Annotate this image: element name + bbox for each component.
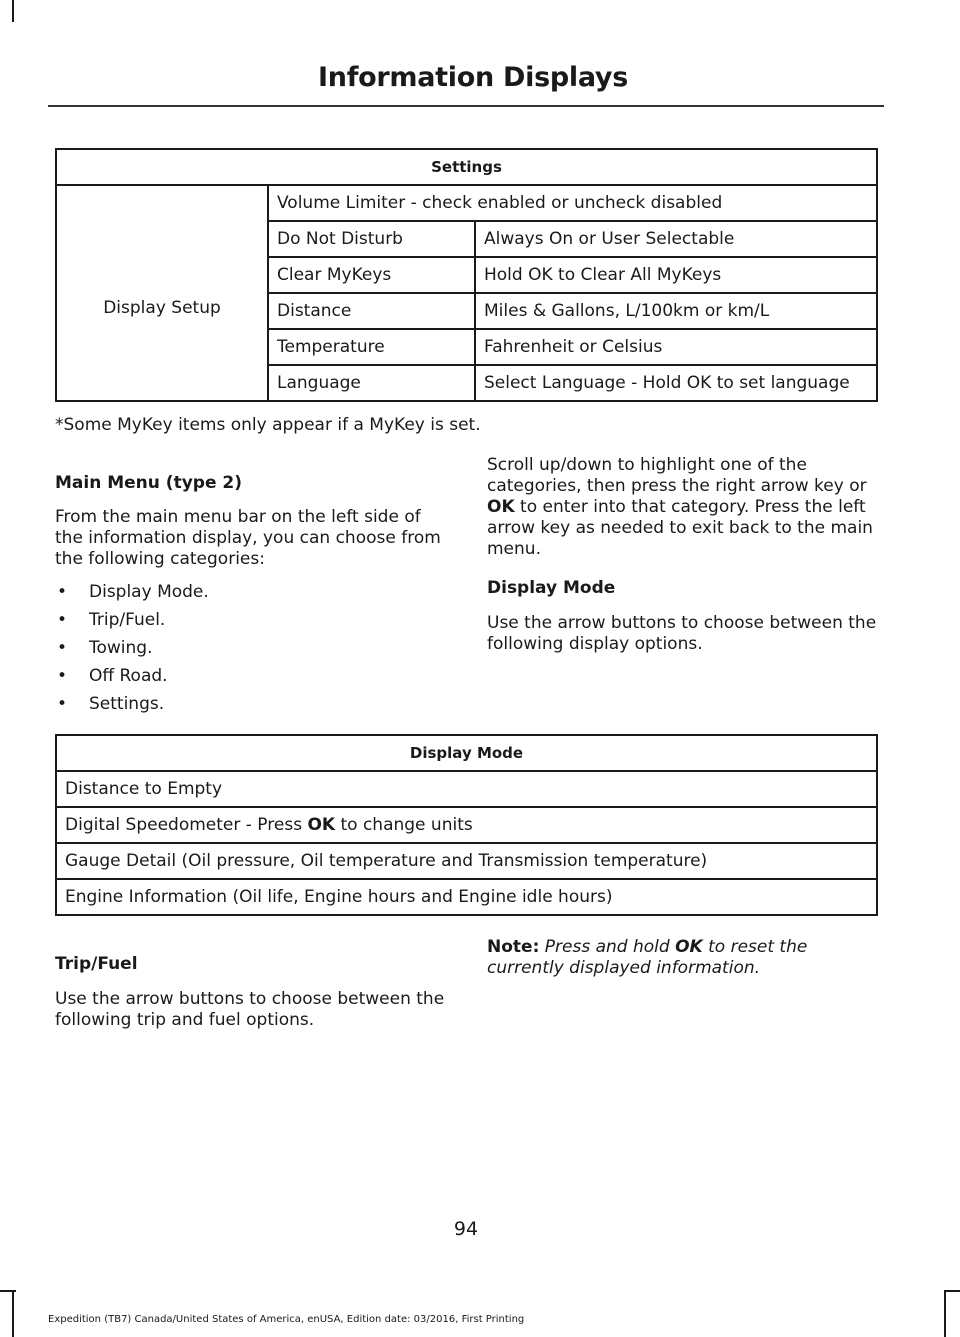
- crop-mark: [0, 1290, 16, 1292]
- settings-group-cell: [56, 185, 268, 401]
- display-mode-row: Engine Information (Oil life, Engine hours and Engine idle hours): [56, 879, 877, 915]
- row-text-part: Digital Speedometer - Press: [65, 815, 308, 835]
- crop-mark: [944, 1290, 960, 1292]
- display-mode-row: Gauge Detail (Oil pressure, Oil temperature and Transmission temperature): [56, 843, 877, 879]
- crop-mark: [12, 1290, 14, 1337]
- settings-value: Miles & Gallons, L/100km or km/L: [475, 293, 877, 329]
- settings-table: [55, 148, 878, 402]
- settings-row-volume-limiter: Volume Limiter - check enabled or uncheck disabled: [268, 185, 877, 221]
- settings-item: Distance: [268, 293, 475, 329]
- settings-item: Temperature: [268, 329, 475, 365]
- note-text-part: to reset the currently displayed information.: [487, 937, 808, 978]
- settings-item: Clear MyKeys: [268, 257, 475, 293]
- scroll-text-part: Scroll up/down to highlight one of the categories, then press the right arrow key or: [487, 455, 867, 496]
- header-divider: [48, 105, 884, 107]
- scroll-text-part: to enter into that category. Press the left arrow key as needed to exit back to the main menu.: [487, 497, 873, 559]
- category-list: [55, 578, 209, 718]
- list-item: • Display Mode.: [55, 578, 209, 606]
- trip-fuel-body: Use the arrow buttons to choose between the following trip and fuel options.: [55, 989, 445, 1030]
- crop-mark: [12, 0, 14, 22]
- page-number: 94: [453, 1218, 479, 1240]
- display-mode-table-title: Display Mode: [56, 735, 877, 771]
- table-row: [56, 879, 877, 915]
- settings-group-label: Display Setup: [103, 298, 221, 318]
- settings-table-title: Settings: [56, 149, 877, 185]
- footer-edition-info: Expedition (TB7) Canada/United States of America, enUSA, Edition date: 03/2016, First Printing: [48, 1314, 525, 1325]
- display-mode-heading: Display Mode: [487, 578, 616, 598]
- page-title: Information Displays: [318, 62, 628, 93]
- ok-key-label: OK: [487, 497, 515, 517]
- settings-item: Do Not Disturb: [268, 221, 475, 257]
- row-text-part: to change units: [335, 815, 473, 835]
- table-row: [56, 807, 877, 843]
- note: [487, 937, 879, 979]
- scroll-instructions: [487, 455, 879, 560]
- main-menu-heading: Main Menu (type 2): [55, 473, 242, 493]
- list-item: • Trip/Fuel.: [55, 606, 209, 634]
- list-item: • Settings.: [55, 690, 209, 718]
- settings-value: Always On or User Selectable: [475, 221, 877, 257]
- footnote: *Some MyKey items only appear if a MyKey is set.: [55, 415, 481, 435]
- table-row: [56, 843, 877, 879]
- list-item: • Off Road.: [55, 662, 209, 690]
- settings-value: Select Language - Hold OK to set language: [475, 365, 877, 401]
- crop-mark: [944, 1290, 946, 1337]
- display-mode-row: Distance to Empty: [56, 771, 877, 807]
- display-mode-row: [56, 807, 877, 843]
- note-text-part: Press and hold: [544, 937, 676, 957]
- list-item: • Towing.: [55, 634, 209, 662]
- note-label: Note:: [487, 937, 540, 957]
- ok-key-label: OK: [307, 815, 336, 835]
- display-mode-table: [55, 734, 878, 916]
- display-mode-body: Use the arrow buttons to choose between the following display options.: [487, 613, 877, 654]
- table-row: [56, 771, 877, 807]
- settings-item: Language: [268, 365, 475, 401]
- settings-value: Hold OK to Clear All MyKeys: [475, 257, 877, 293]
- main-menu-body: From the main menu bar on the left side of the information display, you can choose from the following categories:: [55, 507, 441, 569]
- ok-key-label: OK: [675, 937, 703, 957]
- settings-value: Fahrenheit or Celsius: [475, 329, 877, 365]
- trip-fuel-heading: Trip/Fuel: [55, 954, 138, 974]
